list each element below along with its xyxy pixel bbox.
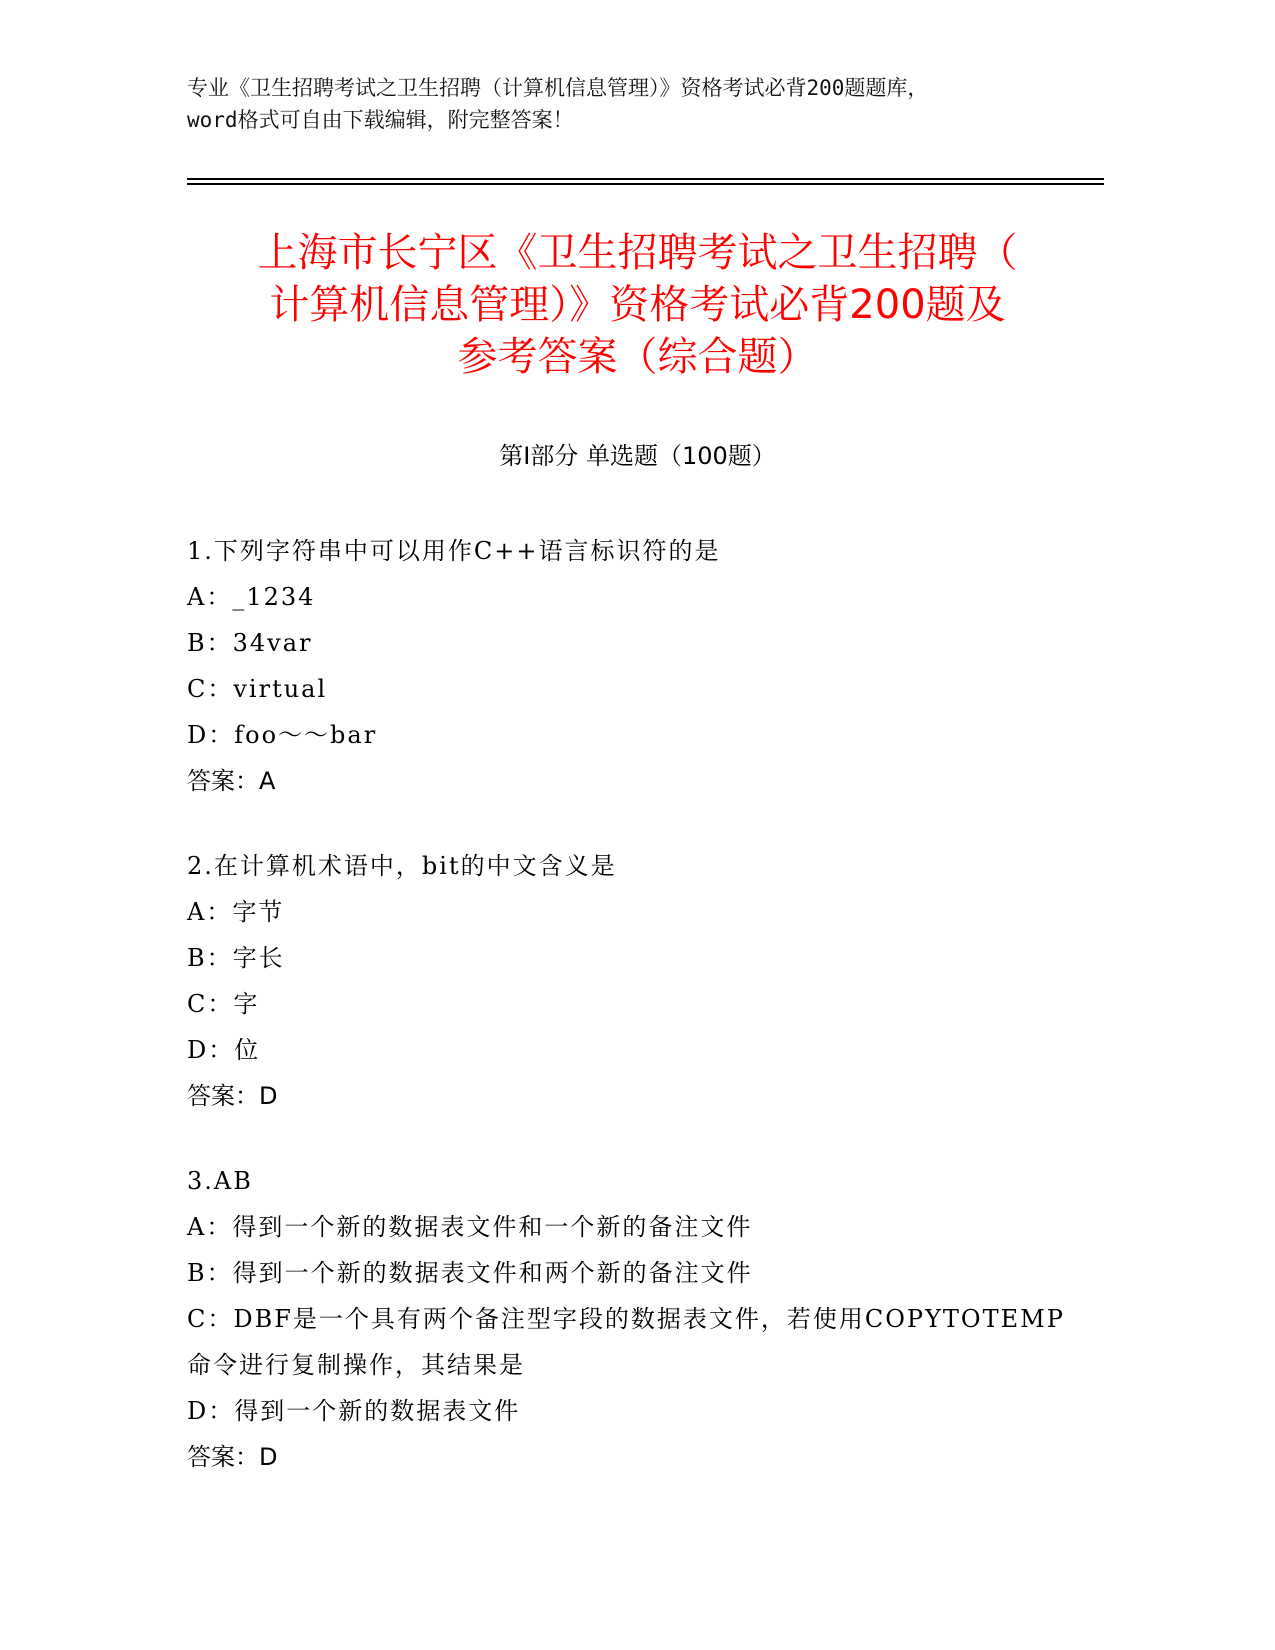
title-line-3: 参考答案（综合题） [457, 334, 818, 380]
option-b: B：34var [187, 629, 313, 657]
option-a: A：得到一个新的数据表文件和一个新的备注文件 [187, 1213, 753, 1241]
title-line-1: 上海市长宁区《卫生招聘考试之卫生招聘（ [257, 230, 1018, 276]
header-divider-thin [187, 178, 1104, 180]
option-d: D：foo～～bar [187, 721, 378, 749]
option-c: C：DBF是一个具有两个备注型字段的数据表文件，若使用COPYTOTEMP命令进行复制操作，其结果是 [187, 1305, 1065, 1379]
question-item [187, 843, 1087, 1119]
option-d: D：得到一个新的数据表文件 [187, 1397, 521, 1425]
question-list [187, 528, 1087, 1519]
question-item [187, 528, 1087, 804]
header-divider-thick [187, 183, 1104, 185]
option-a: A：字节 [187, 898, 285, 926]
option-b: B：得到一个新的数据表文件和两个新的备注文件 [187, 1259, 753, 1287]
title-line-2: 计算机信息管理）》资格考试必背200题及 [269, 282, 1006, 328]
question-stem: 2.在计算机术语中，bit的中文含义是 [187, 852, 617, 880]
option-d: D：位 [187, 1036, 261, 1064]
section-title: 第Ⅰ部分 单选题（100题） [499, 442, 776, 470]
answer-line: 答案：D [187, 1443, 278, 1471]
option-a: A：_1234 [187, 583, 316, 611]
answer-line: 答案：D [187, 1082, 278, 1110]
header-line-2: word格式可自由下载编辑，附完整答案！ [187, 108, 574, 132]
document-header-note [187, 72, 1107, 136]
option-c: C：virtual [187, 675, 328, 703]
question-stem: 1.下列字符串中可以用作C++语言标识符的是 [187, 537, 721, 565]
option-c: C：字 [187, 990, 260, 1018]
question-stem: 3.AB [187, 1167, 253, 1195]
question-item [187, 1158, 1087, 1480]
option-b: B：字长 [187, 944, 285, 972]
document-title [150, 227, 1125, 383]
answer-line: 答案：A [187, 767, 276, 795]
header-line-1: 专业《卫生招聘考试之卫生招聘（计算机信息管理）》资格考试必背200题题库， [187, 76, 929, 100]
